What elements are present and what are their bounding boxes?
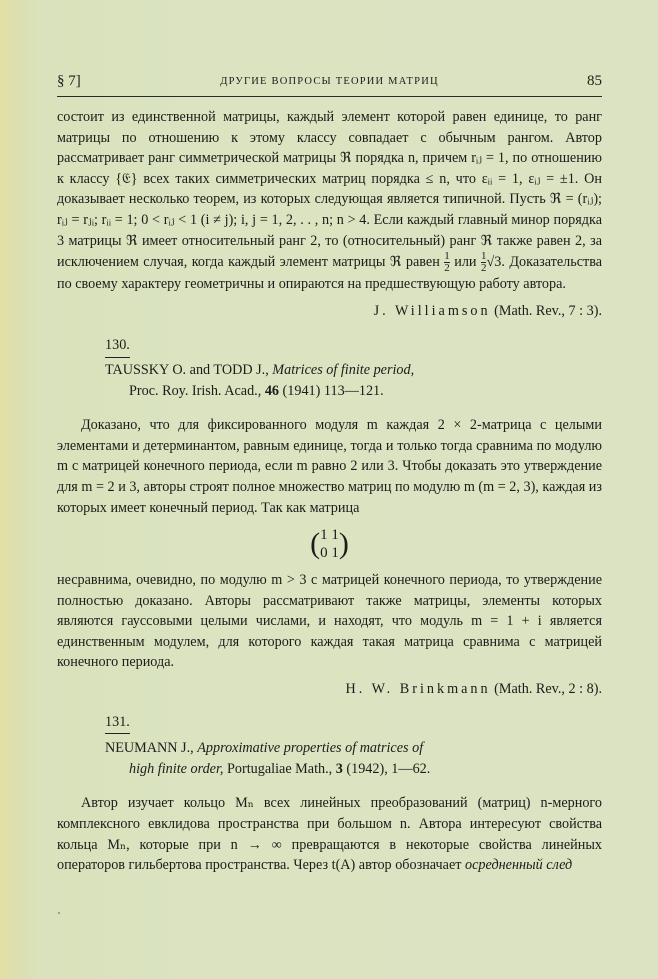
- page-body: [57, 107, 602, 876]
- chapter-title: ДРУГИЕ ВОПРОСЫ ТЕОРИИ МАТРИЦ: [220, 76, 439, 87]
- review-signature: H. W. Brinkmann (Math. Rev., 2 : 8).: [345, 681, 602, 698]
- entry-number: 131.: [105, 712, 130, 735]
- entry-131-number-line: [57, 712, 602, 735]
- page-number: 85: [587, 73, 602, 89]
- entry-130-paragraph-1: Доказано, что для фиксированного модуля m каждая 2 × 2-матрица с целыми элементами и детерминантом, равным единице, тогда и только тогда сравнима по модулю m с матрицей конечного периода, если m равно 2 или 3. Чтобы доказать это утверждение для m = 2 и 3, авторы строят полное множество матриц по модулю m (m = 2, 3), каждая из которых имеет конечный период. Так как матрица: [57, 417, 602, 516]
- entry-130-number-line: [57, 335, 602, 358]
- review-signature: J. Williamson (Math. Rev., 7 : 3).: [373, 302, 602, 319]
- fraction-one-half: $\frac{1}{2}$: [444, 250, 450, 275]
- entry-130-reference: TAUSSKY O. and TODD J., Matrices of finite period, Proc. Roy. Irish. Acad., 46 (1941) 113—121.: [105, 361, 415, 399]
- entry-130-paragraph-2: несравнима, очевидно, по модулю m > 3 с матрицей конечного периода, то утверждение полностью доказано. Авторы рассматривают также матрицы, элементы которых являются гауссовыми целыми числами, и находят, что модуль m = 1 + i является единственным модулем, для которого каждая такая матрица сравнима с матрицей конечного периода.: [57, 572, 602, 671]
- entry-number: 130.: [105, 335, 130, 358]
- print-speck: [58, 912, 60, 914]
- entry-131-paragraph: Автор изучает кольцо Mₙ всех линейных преобразований (матриц) n-мерного комплексного евклидова пространства при большом n. Автора интересуют свойства кольца Mₙ, которые при n → ∞ превращаются в некоторые свойства линейных операторов гильбертова пространства. Через t(A) автор обозначает осредненный след: [57, 795, 602, 874]
- section-marker: § 7]: [57, 73, 81, 89]
- entry-129-paragraph: состоит из единственной матрицы, каждый элемент которой равен единице, то ранг матрицы по отношению к этому классу совпадает с обычным рангом. Автор рассматривает ранг симметрической матрицы ℜ порядка n, причем rᵢⱼ = 1, по отношению к классу {𝔈} всех таких симметрических матриц порядка ≤ n, что εᵢᵢ = 1, εᵢⱼ = ±1. Он доказывает несколько теорем, из которых следующая является типичной. Пусть ℜ = (rᵢⱼ); rᵢⱼ = rⱼᵢ; rᵢᵢ = 1; 0 < rᵢⱼ < 1 (i ≠ j); i, j = 1, 2, . . , n; n > 4. Если каждый главный минор порядка 3 матрицы ℜ имеет относительный ранг 2, то (относительный) ранг ℜ также равен 2, за исключением случая, когда каждый элемент матрицы ℜ равен $\frac{1}{2}$ или $\frac{1}{2}$ √3. Доказательства по своему характеру геометричны и опираются на предшествующую работу автора.: [57, 109, 602, 293]
- fraction-one-half: $\frac{1}{2}$: [480, 250, 487, 275]
- running-head: [57, 73, 602, 93]
- matrix: ( 1 1 0 1 ): [310, 527, 349, 562]
- entry-131-reference: NEUMANN J., Approximative properties of matrices of high finite order, Portugaliae Math., 3 (1942), 1—62.: [105, 740, 431, 777]
- header-rule: [57, 96, 602, 97]
